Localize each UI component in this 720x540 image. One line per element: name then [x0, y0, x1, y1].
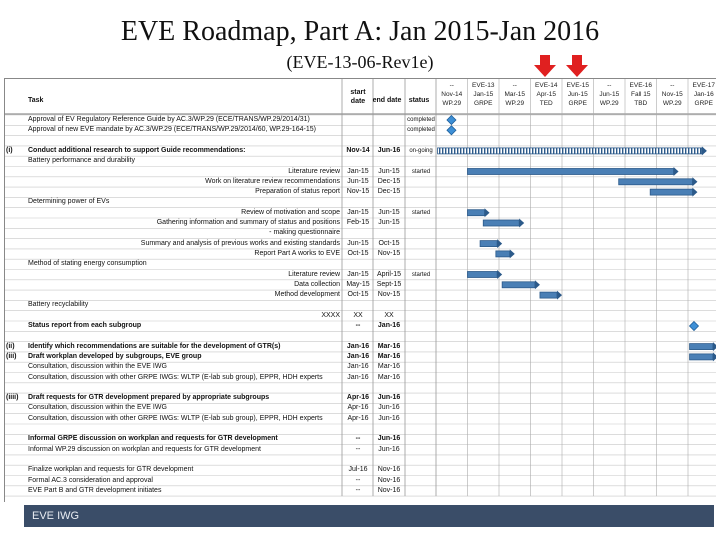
start-date: May-15	[346, 280, 370, 288]
month-header-line: GRPE	[474, 100, 493, 107]
end-date: XX	[384, 311, 394, 319]
month-header-line: --	[670, 82, 675, 89]
header-start-date: start date	[350, 89, 366, 105]
month-header-line: Apr-15	[536, 91, 556, 98]
month-header-line: EVE-14	[535, 82, 558, 89]
end-date: Dec-15	[377, 188, 401, 196]
task-name: Consultation, discussion with other GRPE IWGs: WLTP (E-lab sub group), EPPR, HDH experts	[28, 373, 323, 381]
task-name: Finalize workplan and requests for GTR development	[28, 466, 194, 474]
task-name: Battery performance and durability	[28, 157, 135, 165]
status-text: started	[411, 271, 431, 278]
status-text: started	[411, 209, 431, 216]
roadmap-table	[4, 78, 716, 502]
end-date: Jun-16	[378, 404, 400, 412]
task-name: - making questionnaire	[269, 229, 340, 237]
header-status: status	[408, 97, 430, 104]
end-date: Mar-16	[377, 363, 401, 371]
task-name: Determining power of EVs	[28, 198, 110, 206]
month-header-line: --	[607, 82, 612, 89]
month-header-line: EVE-15	[566, 82, 589, 89]
end-date: Mar-16	[377, 373, 401, 381]
start-date: Jan-16	[347, 373, 369, 381]
task-name: EVE Part B and GTR development initiates	[28, 486, 162, 494]
end-date: Sept-15	[376, 280, 402, 288]
month-header-line: TED	[539, 100, 553, 107]
month-header-line: Jun-15	[599, 91, 620, 98]
red-down-arrow-icon	[534, 55, 556, 77]
task-name: XXXX	[321, 311, 340, 319]
month-header-line: Fall 15	[630, 91, 651, 98]
month-header-line: WP.29	[505, 100, 525, 107]
month-header-line: WP.29	[442, 100, 462, 107]
end-date: Jan-16	[377, 322, 401, 329]
end-date: Jun-16	[377, 146, 401, 154]
task-name: Informal GRPE discussion on workplan and requests for GTR development	[28, 435, 278, 443]
footer-label: EVE IWG	[32, 510, 80, 522]
start-date: Jan-16	[346, 342, 370, 350]
month-header-line: EVE-16	[629, 82, 652, 89]
month-header-line: GRPE	[568, 100, 587, 107]
start-date: Oct-15	[347, 291, 369, 299]
slide-title: EVE Roadmap, Part A: Jan 2015-Jan 2016	[120, 16, 600, 47]
month-header-line: WP.29	[662, 100, 682, 107]
task-name: Literature review	[288, 167, 340, 175]
start-date: XX	[353, 311, 363, 319]
end-date: Jun-16	[378, 414, 400, 422]
task-name: Consultation, discussion within the EVE IWG	[28, 363, 167, 371]
end-date: Mar-16	[377, 352, 401, 360]
month-header-line: Jun-15	[567, 91, 588, 98]
end-date: Mar-16	[377, 342, 401, 350]
task-name: Approval of EV Regulatory Reference Guide by AC.3/WP.29 (ECE/TRANS/WP.29/2014/31)	[28, 116, 310, 123]
month-header-line: GRPE	[694, 100, 713, 107]
month-header-line: TBD	[634, 100, 648, 107]
task-name: Battery recyclability	[28, 301, 89, 309]
month-header-line: Jan-15	[473, 91, 494, 98]
status-text: completed	[407, 127, 435, 134]
end-date: Jun-16	[377, 394, 401, 402]
end-date: Jun-15	[378, 167, 400, 175]
end-date: Jun-16	[378, 445, 400, 453]
row-number: (ii)	[6, 342, 15, 350]
month-header-line: Mar-15	[504, 91, 526, 98]
month-header-line: Jan-16	[693, 91, 714, 98]
month-header-line: WP.29	[599, 100, 619, 107]
end-date: Dec-15	[377, 177, 401, 185]
task-name: Consultation, discussion with other GRPE IWGs: WLTP (E-lab sub group), EPPR, HDH experts	[28, 414, 323, 422]
start-date: Jun-15	[347, 239, 369, 247]
task-name: Informal WP.29 discussion on workplan and requests for GTR development	[28, 445, 261, 453]
start-date: Jan-16	[346, 352, 370, 360]
end-date: Nov-16	[377, 486, 401, 494]
red-down-arrow-icon	[566, 55, 588, 77]
end-date: Jun-16	[377, 435, 401, 443]
month-header-line: EVE-17	[692, 82, 715, 89]
task-name: Method of stating energy consumption	[28, 260, 147, 268]
month-header-line: Nov-14	[441, 91, 463, 98]
task-name: Gathering information and summary of status and positions	[156, 219, 340, 226]
start-date: --	[355, 476, 361, 484]
start-date: Jun-15	[347, 177, 369, 185]
start-date: Feb-15	[346, 219, 370, 226]
status-text: on-going	[409, 147, 433, 154]
header-task: Task	[28, 97, 44, 104]
end-date: Nov-16	[377, 476, 401, 484]
start-date: Jan-15	[347, 208, 369, 216]
status-text: started	[411, 168, 431, 175]
row-number: (i)	[6, 146, 13, 154]
end-date: Oct-15	[378, 239, 400, 247]
task-name: Draft requests for GTR development prepared by appropriate subgroups	[28, 394, 270, 402]
header-end-date: end date	[372, 97, 402, 104]
end-date: Nov-16	[377, 466, 401, 474]
month-header-line: EVE-13	[472, 82, 495, 89]
end-date: Jun-15	[378, 208, 400, 216]
start-date: Jan-16	[347, 363, 369, 371]
start-date: --	[355, 445, 361, 453]
start-date: Apr-16	[346, 394, 370, 402]
task-name: Preparation of status report	[255, 188, 340, 196]
month-header-line: --	[449, 82, 454, 89]
task-name: Conduct additional research to support Guide recommendations:	[28, 146, 246, 154]
start-date: Nov-14	[346, 146, 370, 154]
task-name: Status report from each subgroup	[28, 322, 142, 329]
task-name: Consultation, discussion within the EVE IWG	[28, 404, 167, 412]
start-date: Jan-15	[347, 167, 369, 175]
table-frame	[4, 78, 716, 502]
status-text: completed	[407, 117, 435, 123]
task-name: Formal AC.3 consideration and approval	[28, 476, 153, 484]
start-date: Jul-16	[348, 466, 368, 474]
task-name: Identify which recommendations are suitable for the development of GTR(s)	[28, 342, 281, 350]
start-date: Apr-16	[347, 404, 369, 412]
task-name: Method development	[274, 291, 340, 299]
end-date: Nov-15	[377, 291, 401, 299]
footer-bar	[24, 505, 714, 527]
end-date: Nov-15	[377, 249, 401, 257]
row-number: (iii)	[6, 352, 17, 360]
start-date: Apr-16	[347, 414, 369, 422]
start-date: Oct-15	[347, 249, 369, 257]
start-date: --	[355, 486, 361, 494]
end-date: April-15	[376, 270, 402, 278]
task-name: Approval of new EVE mandate by AC.3/WP.29 (ECE/TRANS/WP.29/2014/60, WP.29-164-15)	[28, 126, 316, 134]
task-name: Data collection	[294, 280, 340, 288]
slide-subtitle: (EVE-13-06-Rev1e)	[286, 52, 434, 72]
task-name: Summary and analysis of previous works and existing standards	[140, 239, 340, 247]
end-date: Jun-15	[378, 219, 400, 226]
start-date: --	[355, 435, 361, 443]
month-header-line: --	[512, 82, 517, 89]
start-date: Nov-15	[346, 188, 370, 196]
task-name: Literature review	[288, 270, 340, 278]
row-number: (iiii)	[6, 394, 19, 402]
start-date: Jan-15	[347, 270, 369, 278]
task-name: Review of motivation and scope	[241, 208, 340, 216]
month-header-line: Nov-15	[661, 91, 683, 98]
start-date: --	[355, 322, 361, 329]
task-name: Work on literature review recommendations	[205, 177, 340, 185]
task-name: Draft workplan developed by subgroups, EVE group	[28, 352, 202, 360]
task-name: Report Part A works to EVE	[254, 249, 340, 257]
